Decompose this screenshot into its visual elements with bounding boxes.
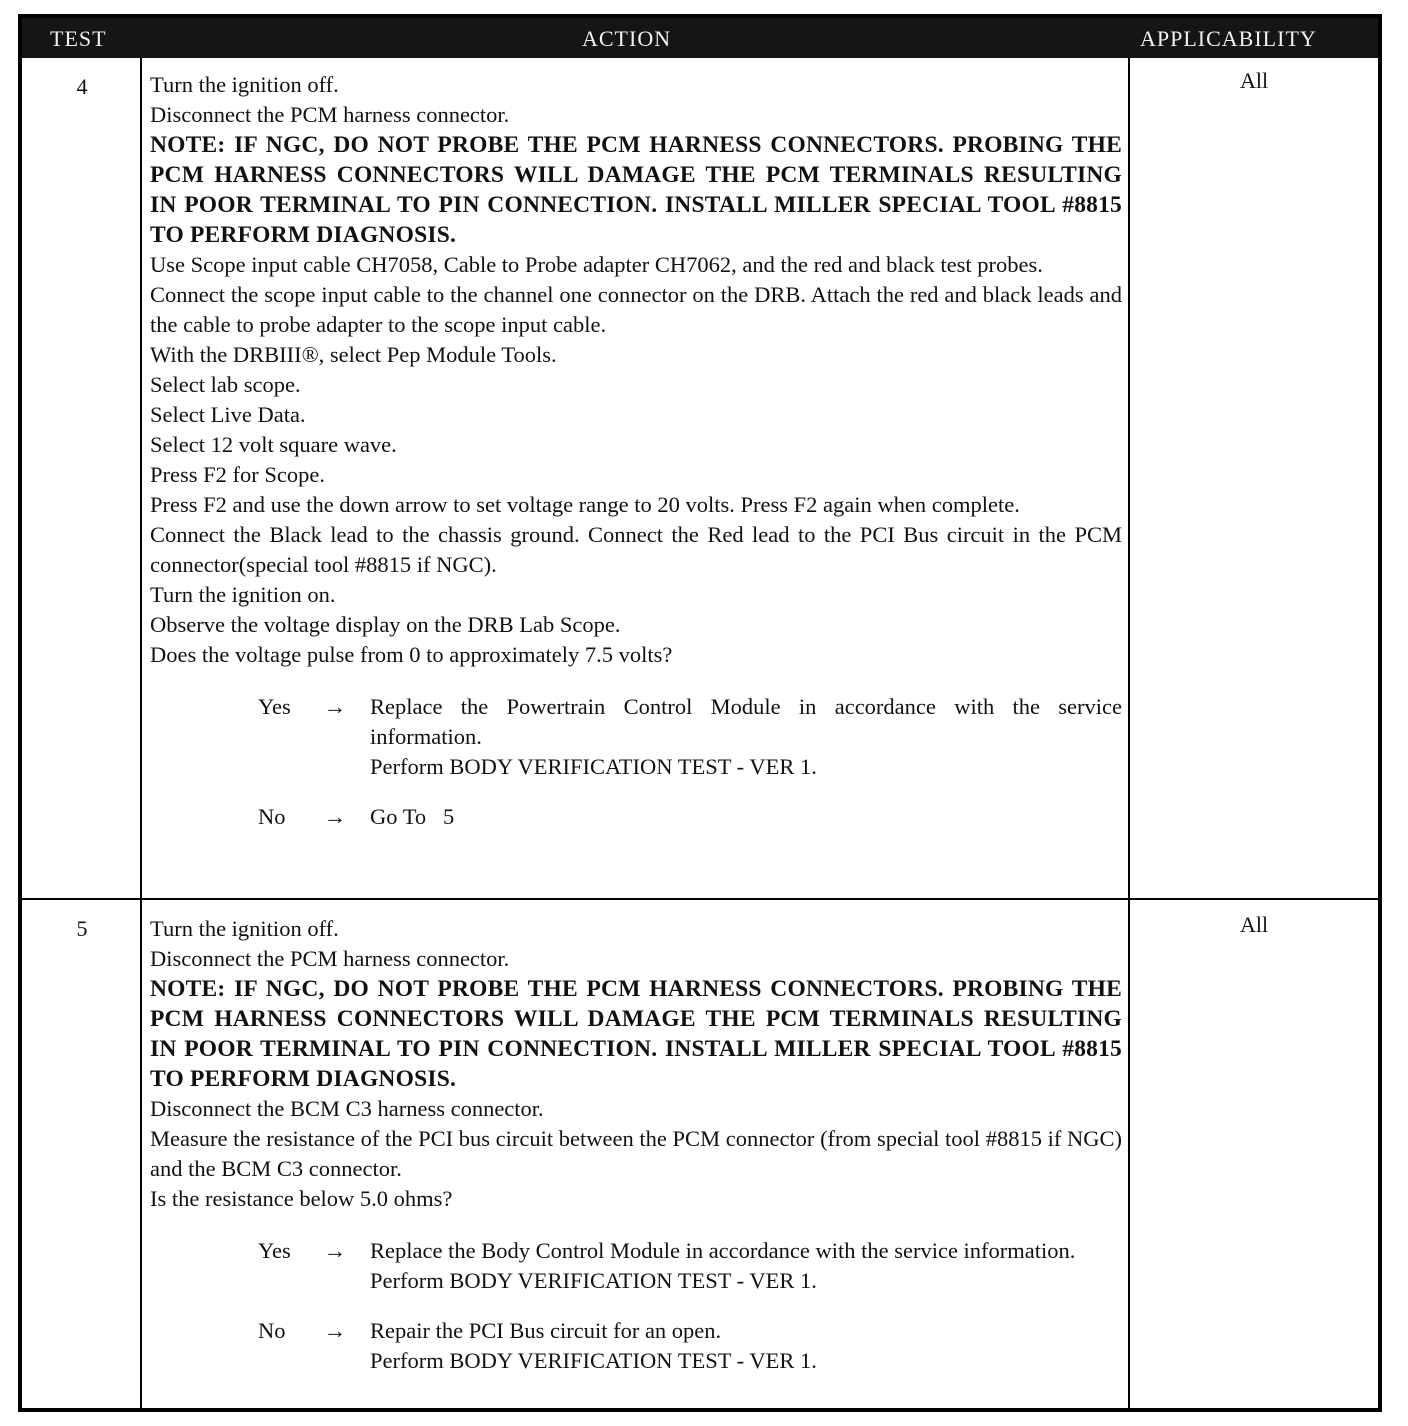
warning-note: NOTE: IF NGC, DO NOT PROBE THE PCM HARNESS CONNECTORS. PROBING THE PCM HARNESS CONNECTORS WILL DAMAGE THE PCM TERMINALS RESULTING IN POOR TERMINAL TO PIN CONNECTION. INSTALL MILLER SPECIAL TOOL #8815 TO PERFORM DIAGNOSIS.: [150, 132, 1122, 248]
yes-result: Perform BODY VERIFICATION TEST - VER 1.: [370, 1268, 817, 1293]
action-line: Disconnect the PCM harness connector.: [150, 102, 510, 127]
action-line: Is the resistance below 5.0 ohms?: [150, 1186, 453, 1211]
no-result: Perform BODY VERIFICATION TEST - VER 1.: [370, 1348, 817, 1373]
action-line: Press F2 and use the down arrow to set voltage range to 20 volts. Press F2 again when complete.: [150, 492, 1020, 517]
arrow-right-icon: →: [323, 1318, 347, 1343]
action-line: Select Live Data.: [150, 402, 306, 427]
action-line: Select 12 volt square wave.: [150, 432, 397, 457]
header-applicability: APPLICABILITY: [1140, 26, 1317, 51]
arrow-right-icon: →: [323, 1238, 347, 1263]
action-line: Press F2 for Scope.: [150, 462, 325, 487]
test-number: 5: [76, 916, 88, 941]
action-line: Disconnect the BCM C3 harness connector.: [150, 1096, 544, 1121]
yes-branch: [150, 1236, 1122, 1296]
no-result: Go To 5: [370, 804, 455, 829]
action-line: Turn the ignition off.: [150, 916, 339, 941]
action-line: Does the voltage pulse from 0 to approximately 7.5 volts?: [150, 642, 673, 667]
test-number: 4: [76, 74, 88, 99]
header-action: ACTION: [582, 26, 672, 51]
yes-result: Perform BODY VERIFICATION TEST - VER 1.: [370, 754, 817, 779]
yes-result: Replace the Powertrain Control Module in accordance with the service information.: [370, 694, 1122, 749]
action-line: Measure the resistance of the PCI bus circuit between the PCM connector (from special tool #8815 if NGC) and the BCM C3 connector.: [150, 1126, 1122, 1181]
header-test: TEST: [50, 26, 107, 51]
no-branch: [150, 1316, 1122, 1376]
yes-label: Yes: [258, 1238, 291, 1263]
yes-label: Yes: [258, 694, 291, 719]
column-divider: [1128, 58, 1130, 1412]
no-branch: [150, 802, 1122, 832]
action-line: Use Scope input cable CH7058, Cable to Probe adapter CH7062, and the red and black test probes.: [150, 252, 1043, 277]
row-divider: [22, 898, 1378, 900]
action-line: Connect the Black lead to the chassis ground. Connect the Red lead to the PCI Bus circuit in the PCM connector(special tool #8815 if NGC).: [150, 522, 1122, 577]
no-label: No: [258, 1318, 286, 1343]
yes-result: Replace the Body Control Module in accordance with the service information.: [370, 1238, 1076, 1263]
column-divider: [140, 58, 142, 1412]
action-line: Select lab scope.: [150, 372, 301, 397]
arrow-right-icon: →: [323, 804, 347, 829]
action-line: With the DRBIII®, select Pep Module Tools.: [150, 342, 557, 367]
action-text-test-5: [150, 914, 1122, 1376]
diagnostic-table: [18, 14, 1382, 1412]
action-line: Disconnect the PCM harness connector.: [150, 946, 510, 971]
action-line: Observe the voltage display on the DRB Lab Scope.: [150, 612, 621, 637]
action-text-test-4: [150, 70, 1122, 832]
applicability-value: All: [1239, 912, 1269, 937]
action-line: Turn the ignition on.: [150, 582, 336, 607]
table-header: [22, 18, 1378, 58]
arrow-right-icon: →: [323, 694, 347, 719]
action-line: Connect the scope input cable to the channel one connector on the DRB. Attach the red and black leads and the cable to probe adapter to the scope input cable.: [150, 282, 1122, 337]
no-label: No: [258, 804, 286, 829]
warning-note: NOTE: IF NGC, DO NOT PROBE THE PCM HARNESS CONNECTORS. PROBING THE PCM HARNESS CONNECTORS WILL DAMAGE THE PCM TERMINALS RESULTING IN POOR TERMINAL TO PIN CONNECTION. INSTALL MILLER SPECIAL TOOL #8815 TO PERFORM DIAGNOSIS.: [150, 976, 1122, 1092]
applicability-value: All: [1239, 68, 1269, 93]
action-line: Turn the ignition off.: [150, 72, 339, 97]
no-result: Repair the PCI Bus circuit for an open.: [370, 1318, 722, 1343]
yes-branch: [150, 692, 1122, 782]
